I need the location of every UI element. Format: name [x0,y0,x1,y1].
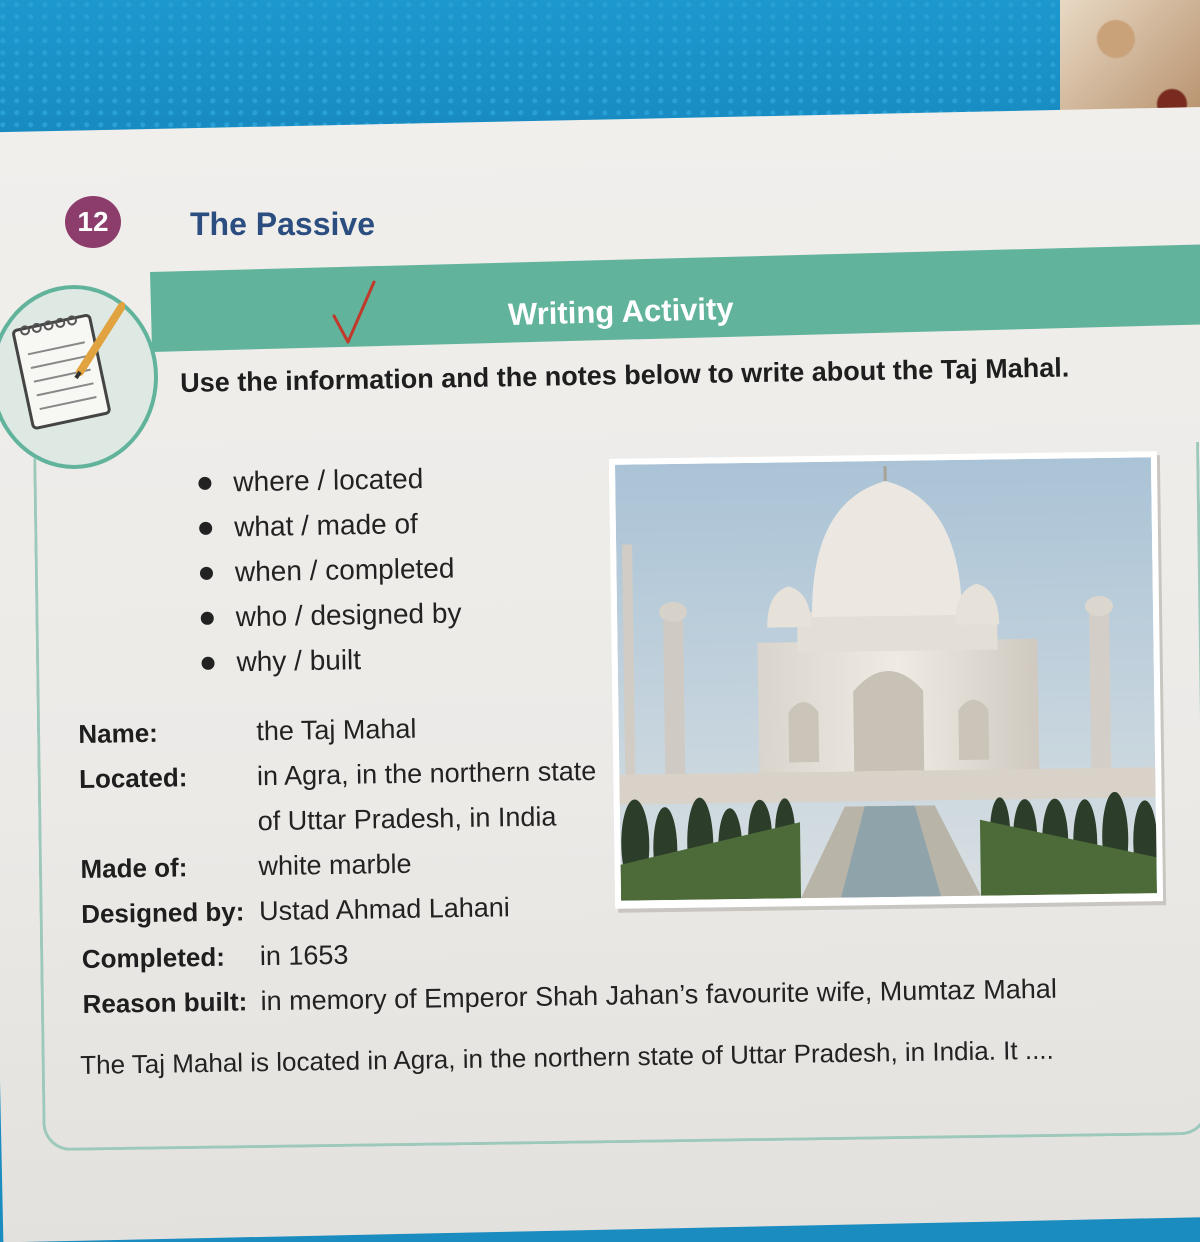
info-value: in memory of Emperor Shah Jahan’s favourite wife, Mumtaz Mahal [260,974,1057,1018]
list-item: when / completed [197,545,461,595]
info-label [80,822,258,825]
notebook-pencil-icon [10,300,125,430]
info-label: Designed by: [81,896,259,930]
info-label: Name: [78,716,256,750]
info-value: the Taj Mahal [256,714,417,748]
info-label: Reason built: [82,986,260,1020]
info-value: in Agra, in the northern state [257,756,597,792]
notes-list [195,455,463,685]
info-value: white marble [258,849,412,882]
info-label: Located: [79,761,257,795]
list-item: why / built [198,635,462,685]
list-item: who / designed by [197,590,461,640]
example-sentence: The Taj Mahal is located in Agra, in the northern state of Uttar Pradesh, in India. It .... [80,1035,1054,1081]
check-mark-icon [330,278,380,348]
list-item: what / made of [196,500,460,550]
list-item: where / located [195,455,459,505]
unit-number-badge: 12 [65,196,121,248]
info-value: Ustad Ahmad Lahani [259,892,510,927]
taj-mahal-photo-frame [609,451,1163,909]
info-value: in 1653 [260,940,349,972]
instruction-text: Use the information and the notes below to write about the Taj Mahal. [180,352,1069,399]
unit-title: The Passive [190,206,375,243]
taj-mahal-photo [615,457,1157,900]
info-value: of Uttar Pradesh, in India [258,802,557,838]
activity-banner-title: Writing Activity [508,291,735,333]
info-label: Completed: [82,941,260,975]
info-label: Made of: [80,851,258,885]
